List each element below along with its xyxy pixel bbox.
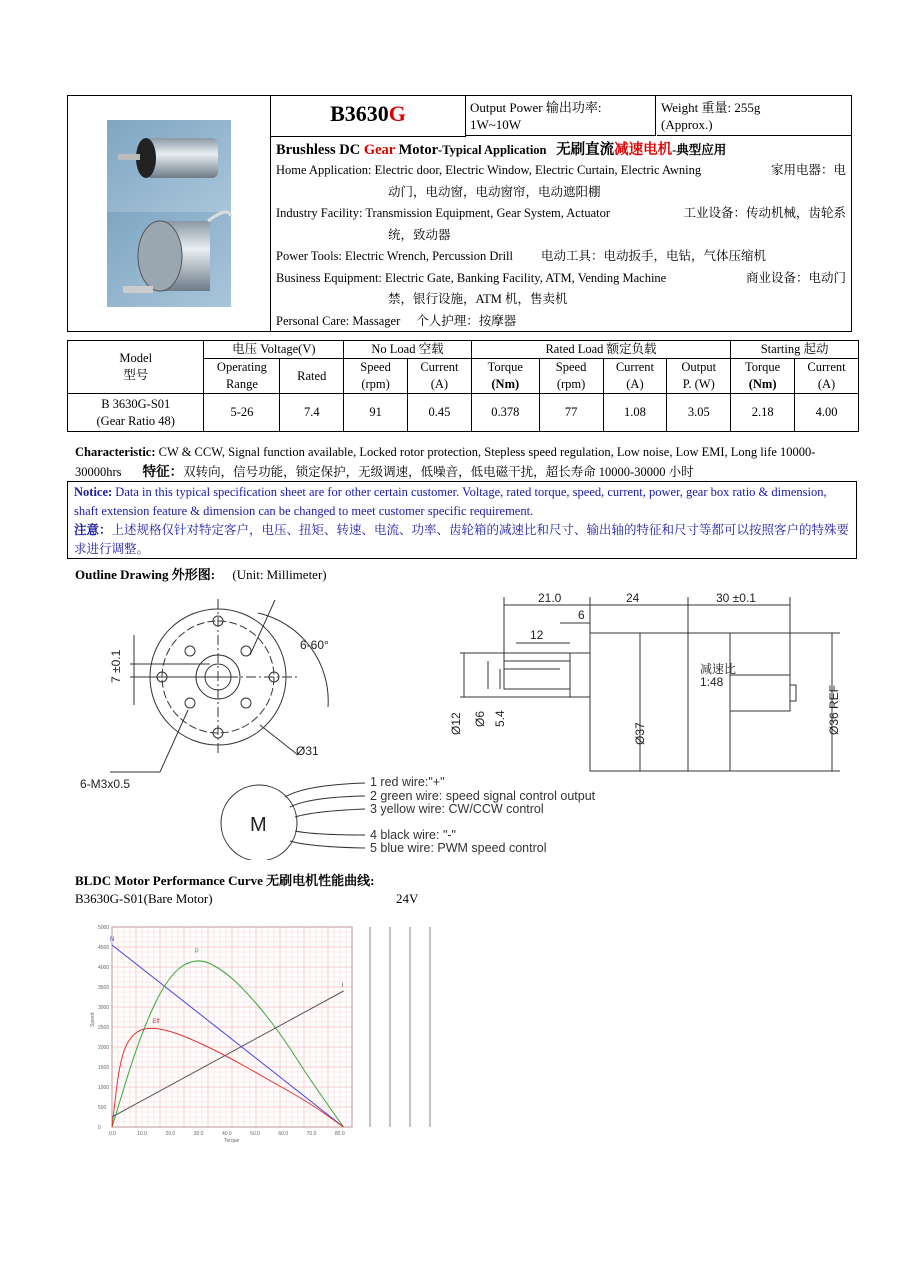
y-tick-label: 2000 xyxy=(98,1045,110,1051)
characteristic-text: CW & CCW, Signal function available, Locked rotor protection, Stepless speed regulation, Low noise, Low EMI, Long life 10000-30000hrs xyxy=(75,445,816,479)
applications-title xyxy=(276,140,846,160)
value-cell: 7.4 xyxy=(280,394,344,432)
value-cell: 3.05 xyxy=(667,394,731,432)
noload-group-header: No Load 空载 xyxy=(344,341,472,359)
value-cell: 77 xyxy=(539,394,603,432)
y-tick-label: 3500 xyxy=(98,985,110,991)
series-label: I xyxy=(341,983,344,989)
y-tick-label: 1000 xyxy=(98,1085,110,1091)
dim-21: 21.0 xyxy=(538,591,562,605)
application-row xyxy=(276,203,846,246)
characteristic-cn-text: 双转向，信号功能，锁定保护，无级调速，低噪音，低电磁干扰，超长寿命 10000-30000 小时 xyxy=(183,465,694,479)
value-cell: 0.378 xyxy=(471,394,539,432)
wire xyxy=(290,796,365,807)
wire xyxy=(295,809,365,817)
dim-holes: 6-M3x0.5 xyxy=(80,777,131,791)
application-en: Personal Care: Massager xyxy=(276,313,401,328)
motor-can xyxy=(730,675,790,711)
application-cn: 商业设备：电动门 xyxy=(745,270,846,285)
x-tick-label: 40.0 xyxy=(221,1131,232,1137)
product-photo xyxy=(68,96,271,331)
application-row xyxy=(276,268,846,311)
value-cell: 1.08 xyxy=(603,394,667,432)
application-cn-cont: 禁，银行设施，ATM 机，售卖机 xyxy=(388,292,568,306)
voltage-group-header: 电压 Voltage(V) xyxy=(204,341,344,359)
weight-note: (Approx.) xyxy=(661,117,713,132)
subheader-cell: Current (A) xyxy=(795,359,859,394)
wire-list xyxy=(370,776,595,856)
spec-table xyxy=(67,340,859,432)
title-cn-red: 减速电机 xyxy=(614,142,673,158)
notice-text: Data in this typical specification sheet are for other certain customer. Voltage, rated torque, speed, current, power, gear box ratio & dimension, shaft extension feature & dimension can be changed to meet customer specific requirement. xyxy=(74,485,827,518)
output-power-label: Output Power 输出功率: xyxy=(470,100,602,115)
title-cn: -典型应用 xyxy=(672,143,727,157)
curve-model: B3630G-S01(Bare Motor) xyxy=(75,891,213,906)
application-en: Home Application: Electric door, Electric Window, Electric Curtain, Electric Awning xyxy=(276,163,702,177)
wire-label: 1 red wire:"+" xyxy=(370,775,445,789)
wire xyxy=(290,841,365,848)
wire-label: 3 yellow wire: CW/CCW control xyxy=(370,802,544,816)
y-tick-label: 4000 xyxy=(98,965,110,971)
end-cap xyxy=(790,685,796,701)
performance-chart xyxy=(88,915,438,1147)
subheader-cell: Current (A) xyxy=(603,359,667,394)
x-axis-label: Torque xyxy=(224,1138,240,1144)
dim-30: 30 ±0.1 xyxy=(716,591,756,605)
curve-title: BLDC Motor Performance Curve 无刷电机性能曲线: xyxy=(75,873,375,888)
right-axes xyxy=(370,927,430,1127)
wire-label: 4 black wire: "-" xyxy=(370,827,456,842)
wire xyxy=(285,783,365,797)
title-part: -Typical Application xyxy=(438,143,547,157)
motor-label: M xyxy=(250,814,267,836)
starting-group-header: Starting 起动 xyxy=(731,341,859,359)
wire-label: 5 blue wire: PWM speed control xyxy=(370,841,547,855)
typical-applications xyxy=(276,140,846,332)
x-tick-label: 60.0 xyxy=(278,1131,289,1137)
model-cell: B 3630G-S01 (Gear Ratio 48) xyxy=(68,394,204,432)
application-en: Power Tools: Electric Wrench, Percussion Drill xyxy=(276,249,513,263)
value-cell: 5-26 xyxy=(204,394,280,432)
y-tick-label: 2500 xyxy=(98,1025,110,1031)
application-en: Business Equipment: Electric Gate, Banking Facility, ATM, Vending Machine xyxy=(276,270,667,285)
outline-heading xyxy=(75,564,327,583)
application-cn: 个人护理：按摩器 xyxy=(416,313,517,328)
dim-24: 24 xyxy=(626,591,640,605)
series-label: Eff xyxy=(152,1019,160,1025)
table-header-row xyxy=(68,341,859,359)
outline-title: Outline Drawing 外形图: xyxy=(75,567,216,582)
wire xyxy=(295,831,365,835)
application-en: Industry Facility: Transmission Equipment, Gear System, Actuator xyxy=(276,206,611,220)
notice-cn-text: 上述规格仅针对特定客户，电压、扭矩、转速、电流、功率、齿轮箱的减速比和尺寸、输出轴的特征和尺寸等都可以按照客户的特殊要求进行调整。 xyxy=(74,523,850,556)
outline-unit: (Unit: Millimeter) xyxy=(232,567,327,582)
curve-voltage: 24V xyxy=(396,891,419,906)
subheader-cell: Torque (Nm) xyxy=(731,359,795,394)
application-cn: 家用电器：电 xyxy=(770,163,846,177)
title-part: Motor xyxy=(394,142,439,158)
subheader-cell: Rated xyxy=(280,359,344,394)
model-number xyxy=(271,96,466,137)
table-row xyxy=(68,394,859,432)
subheader-cell: Speed (rpm) xyxy=(539,359,603,394)
y-tick-label: 5000 xyxy=(98,925,110,931)
x-tick-label: 20.0 xyxy=(165,1131,176,1137)
bolt-hole xyxy=(241,698,251,708)
application-row xyxy=(276,160,846,203)
x-tick-label: 50.0 xyxy=(250,1131,260,1137)
application-cn: 工业设备：传动机械，齿轮系 xyxy=(683,206,846,220)
application-cn-cont: 动门，电动窗，电动窗帘，电动遮阳棚 xyxy=(388,184,601,199)
y-tick-label: 0 xyxy=(98,1125,101,1131)
title-cn: 无刷直流 xyxy=(556,142,615,158)
notice-box xyxy=(67,481,857,559)
series-label: N xyxy=(110,937,115,943)
model-suffix: G xyxy=(388,101,406,126)
series-label: P xyxy=(194,949,199,955)
weight xyxy=(657,96,851,136)
dia-37: Ø37 xyxy=(633,722,647,745)
bolt-hole xyxy=(241,646,251,656)
ratio-label: 减速比 xyxy=(700,662,737,676)
subheader-cell: Output P. (W) xyxy=(667,359,731,394)
x-tick-label: 80.0 xyxy=(334,1131,345,1137)
output-power xyxy=(466,96,656,136)
title-part: Brushless DC xyxy=(276,142,364,158)
application-row xyxy=(276,311,846,333)
application-row xyxy=(276,246,846,268)
dim-54: 5.4 xyxy=(493,710,507,727)
y-tick-label: 4500 xyxy=(98,945,110,951)
dia-36: Ø36 REF xyxy=(827,684,841,735)
bolt-hole xyxy=(185,646,195,656)
notice-cn-label: 注意： xyxy=(74,523,112,537)
value-cell: 0.45 xyxy=(407,394,471,432)
application-cn: 电动工具：电动扳手，电钻，气体压缩机 xyxy=(541,249,767,263)
characteristic-cn-label: 特征： xyxy=(142,464,184,479)
subheader-cell: Operating Range xyxy=(204,359,280,394)
x-tick-label: 70.0 xyxy=(306,1131,317,1137)
model-header xyxy=(68,341,204,394)
subheader-cell: Current (A) xyxy=(407,359,471,394)
x-tick-label: 30.0 xyxy=(193,1131,204,1137)
shaft xyxy=(504,661,570,689)
motor-photo-image xyxy=(68,96,270,331)
y-tick-label: 3000 xyxy=(98,1005,110,1011)
output-power-value: 1W~10W xyxy=(470,117,522,132)
characteristic-label: Characteristic: xyxy=(75,445,156,459)
value-cell: 2.18 xyxy=(731,394,795,432)
characteristic xyxy=(75,443,855,482)
title-gear: Gear xyxy=(363,142,395,158)
dim-angle: 6-60° xyxy=(300,638,329,652)
dia-12: Ø12 xyxy=(449,712,463,735)
y-tick-label: 500 xyxy=(98,1105,107,1111)
dim-12: 12 xyxy=(530,628,544,642)
leader-line xyxy=(260,725,298,755)
model-prefix: B3630 xyxy=(330,101,389,126)
x-tick-label: 0.0 xyxy=(109,1131,116,1137)
header-cell: 型号 xyxy=(123,368,149,382)
product-header xyxy=(67,95,852,332)
y-tick-label: 1500 xyxy=(98,1065,110,1071)
y-axis-label: Speed xyxy=(90,1012,96,1027)
application-cn-cont: 统，致动器 xyxy=(388,227,451,242)
dia-6: Ø6 xyxy=(473,710,487,727)
rated-group-header: Rated Load 额定负载 xyxy=(471,341,730,359)
motor-body xyxy=(590,633,730,771)
value-cell: 4.00 xyxy=(795,394,859,432)
header-cell: Model xyxy=(119,351,153,365)
dim-6: 6 xyxy=(578,608,585,622)
value-cell: 91 xyxy=(344,394,408,432)
ratio-value: 1:48 xyxy=(700,675,724,689)
leader-line xyxy=(250,600,275,655)
weight-label: Weight 重量: 255g xyxy=(661,100,761,115)
notice-label: Notice: xyxy=(74,485,113,499)
bolt-hole xyxy=(185,698,195,708)
x-tick-label: 10.0 xyxy=(137,1131,147,1137)
subheader-cell: Speed (rpm) xyxy=(344,359,408,394)
subheader-cell: Torque (Nm) xyxy=(471,359,539,394)
angle-arc xyxy=(258,613,328,707)
gear-boss xyxy=(570,653,590,697)
dim-31: Ø31 xyxy=(296,744,319,758)
wire-label: 2 green wire: speed signal control output xyxy=(370,788,596,803)
dim-7: 7 ±0.1 xyxy=(109,649,123,683)
